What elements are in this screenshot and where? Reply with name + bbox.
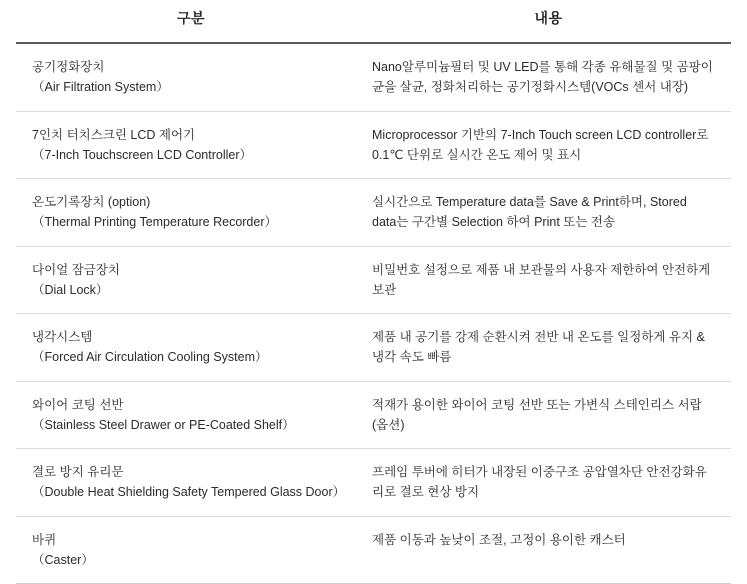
table-row	[16, 43, 731, 111]
table-row	[16, 179, 731, 247]
feature-description-cell: 프레임 투버에 히터가 내장된 이중구조 공압열차단 안전강화유리로 결로 현상 방지	[366, 449, 731, 517]
feature-description-cell: 적재가 용이한 와이어 코팅 선반 또는 가변식 스테인리스 서랍(옵션)	[366, 381, 731, 449]
feature-name-english: （Double Heat Shielding Safety Tempered Glass Door）	[32, 485, 346, 500]
feature-name-english: （Stainless Steel Drawer or PE-Coated Shelf）	[32, 417, 295, 432]
feature-name-cell	[16, 43, 366, 111]
feature-name-english: （Air Filtration System）	[32, 80, 169, 95]
feature-name-cell	[16, 246, 366, 314]
feature-name-cell	[16, 449, 366, 517]
feature-description-cell: Nano알루미늄필터 및 UV LED를 통해 각종 유해물질 및 곰팡이균을 살균, 정화처리하는 공기정화시스템(VOCs 센서 내장)	[366, 43, 731, 111]
feature-name-korean: 공기정화장치	[32, 60, 105, 74]
feature-name-korean: 온도기록장치 (option)	[32, 195, 151, 209]
table-row	[16, 449, 731, 517]
feature-name-korean: 와이어 코팅 선반	[32, 397, 124, 412]
table-row	[16, 111, 731, 179]
feature-name-english: （Caster）	[32, 552, 94, 567]
feature-name-english: （Thermal Printing Temperature Recorder）	[32, 215, 278, 230]
feature-name-korean: 냉각시스템	[32, 330, 93, 344]
feature-name-korean: 7인치 터치스크린 LCD 제어기	[32, 127, 196, 142]
table-row	[16, 246, 731, 314]
feature-name-cell	[16, 111, 366, 179]
feature-description-cell: Microprocessor 기반의 7-Inch Touch screen LCD controller로 0.1℃ 단위로 실시간 온도 제어 및 표시	[366, 111, 731, 179]
column-header-content: 내용	[366, 0, 731, 43]
feature-name-korean: 다이얼 잠금장치	[32, 262, 120, 277]
feature-name-korean: 결로 방지 유리문	[32, 465, 124, 479]
table-row	[16, 516, 731, 584]
table-row	[16, 314, 731, 382]
feature-name-cell	[16, 179, 366, 247]
table-row	[16, 381, 731, 449]
column-header-label: 구분	[16, 0, 366, 43]
feature-name-english: （Forced Air Circulation Cooling System）	[32, 350, 268, 365]
feature-name-cell	[16, 516, 366, 584]
feature-name-korean: 바퀴	[32, 532, 57, 547]
feature-description-cell: 실시간으로 Temperature data를 Save & Print하며, Stored data는 구간별 Selection 하여 Print 또는 전송	[366, 179, 731, 247]
feature-name-cell	[16, 381, 366, 449]
specification-table	[16, 0, 731, 584]
feature-name-cell	[16, 314, 366, 382]
table-header	[16, 0, 731, 43]
feature-name-english: （Dial Lock）	[32, 282, 109, 297]
table-body	[16, 43, 731, 584]
feature-description-cell: 제품 내 공기를 강제 순환시켜 전반 내 온도를 일정하게 유지 & 냉각 속도 빠름	[366, 314, 731, 382]
table-header-row	[16, 0, 731, 43]
feature-name-english: （7-Inch Touchscreen LCD Controller）	[32, 147, 253, 162]
feature-description-cell: 비밀번호 설정으로 제품 내 보관물의 사용자 제한하여 안전하게 보관	[366, 246, 731, 314]
feature-description-cell: 제품 이동과 높낮이 조절, 고정이 용이한 캐스터	[366, 516, 731, 584]
